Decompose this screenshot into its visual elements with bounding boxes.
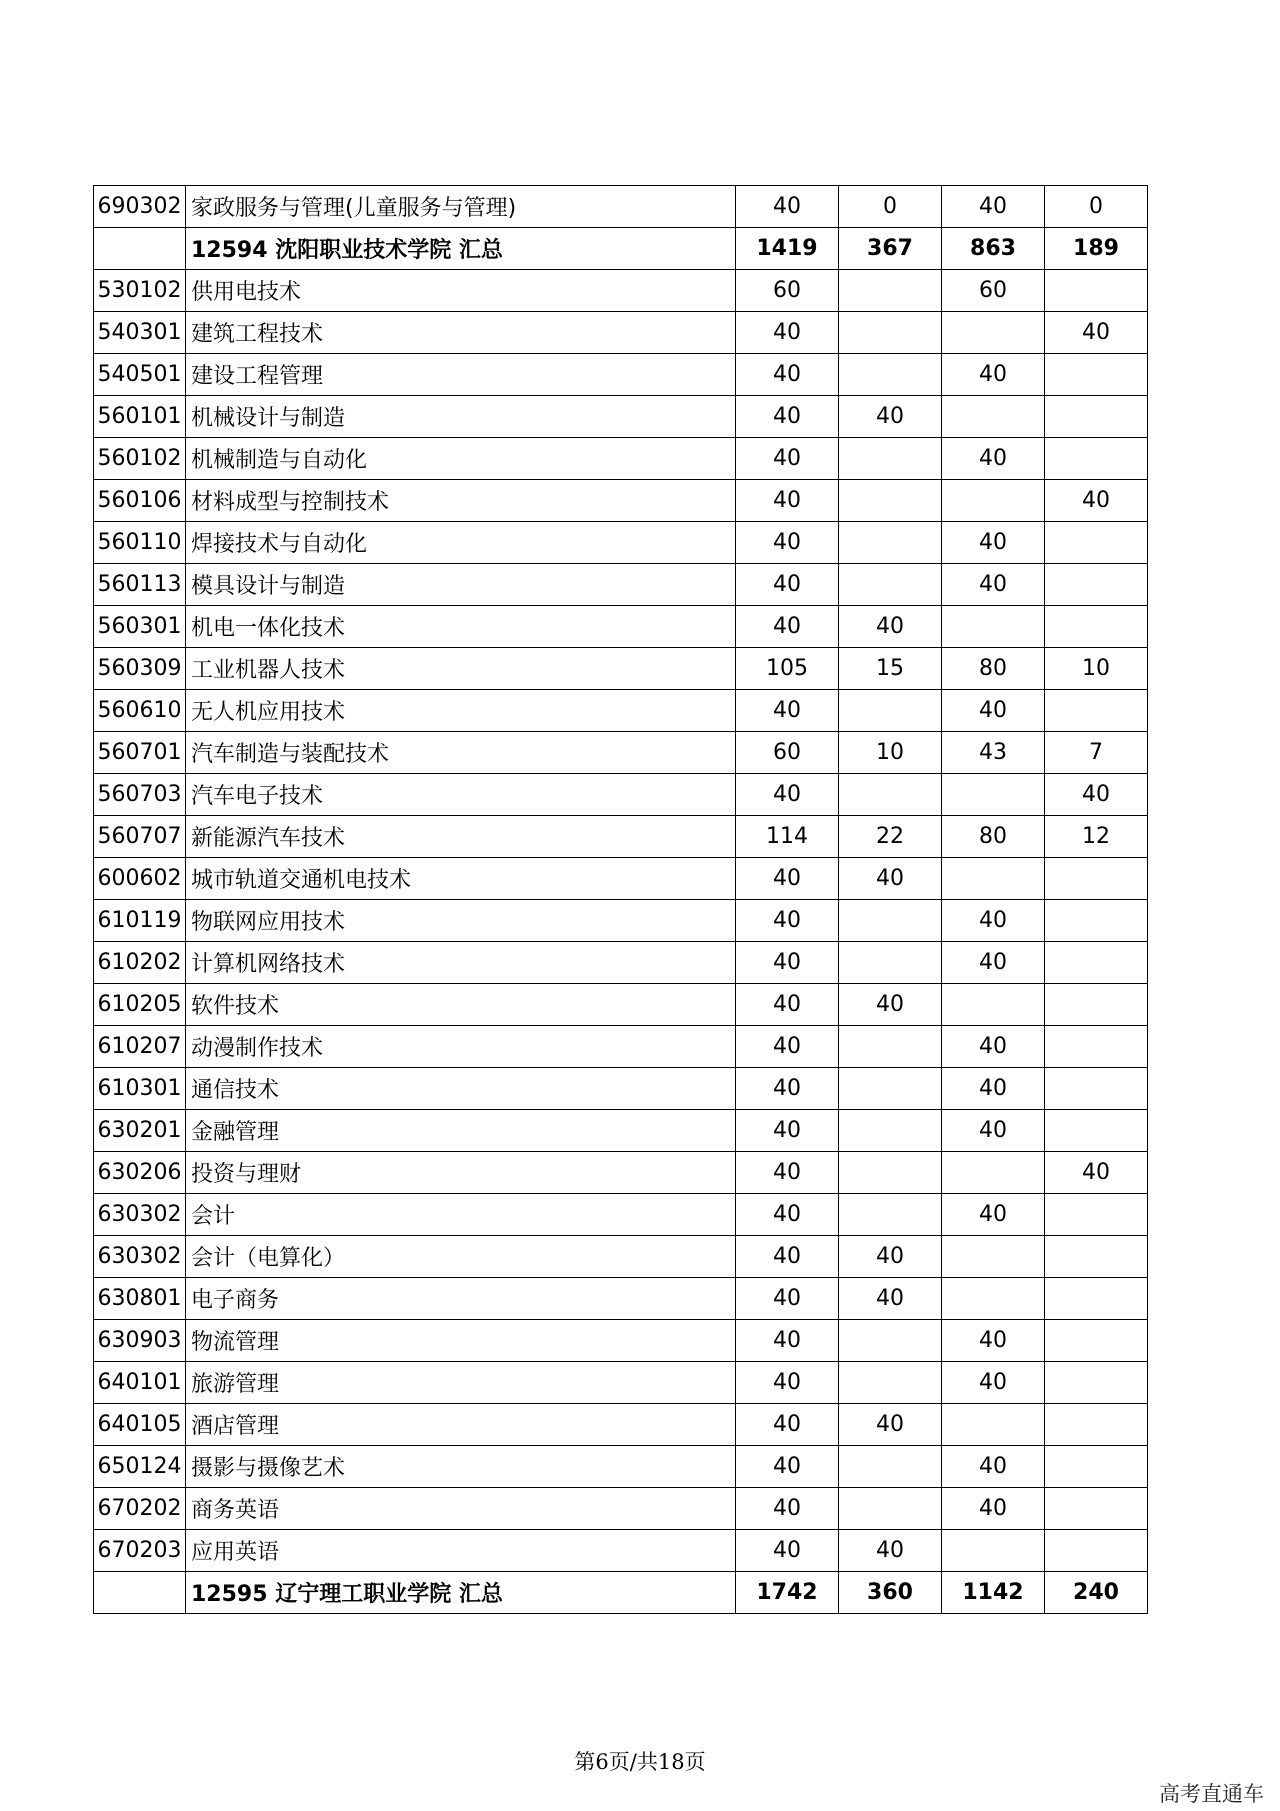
- plan-col4-cell: 40: [1045, 480, 1148, 522]
- major-name-cell: 汽车电子技术: [186, 774, 736, 816]
- major-name-cell: 会计: [186, 1194, 736, 1236]
- plan-total-cell: 40: [736, 312, 839, 354]
- plan-col3-cell: 40: [942, 186, 1045, 228]
- major-code-cell: 670202: [94, 1488, 186, 1530]
- major-name-cell: 新能源汽车技术: [186, 816, 736, 858]
- plan-col3-cell: [942, 606, 1045, 648]
- plan-total-cell: 1419: [736, 228, 839, 270]
- table-row: [94, 1446, 1148, 1488]
- major-code-cell: 630801: [94, 1278, 186, 1320]
- plan-col2-cell: [839, 564, 942, 606]
- plan-total-cell: 40: [736, 1320, 839, 1362]
- table-row: [94, 816, 1148, 858]
- plan-total-cell: 40: [736, 1404, 839, 1446]
- plan-col2-cell: 40: [839, 1236, 942, 1278]
- plan-col4-cell: [1045, 1446, 1148, 1488]
- plan-col3-cell: 40: [942, 1194, 1045, 1236]
- table-row: [94, 942, 1148, 984]
- plan-col4-cell: 0: [1045, 186, 1148, 228]
- plan-col4-cell: [1045, 270, 1148, 312]
- plan-col4-cell: [1045, 396, 1148, 438]
- plan-total-cell: 40: [736, 1110, 839, 1152]
- plan-col2-cell: [839, 522, 942, 564]
- plan-col2-cell: [839, 1152, 942, 1194]
- plan-col2-cell: 0: [839, 186, 942, 228]
- major-name-cell: 12594 沈阳职业技术学院 汇总: [186, 228, 736, 270]
- major-name-cell: 家政服务与管理(儿童服务与管理): [186, 186, 736, 228]
- plan-col3-cell: 863: [942, 228, 1045, 270]
- plan-total-cell: 60: [736, 270, 839, 312]
- plan-col4-cell: [1045, 1320, 1148, 1362]
- plan-col2-cell: [839, 1110, 942, 1152]
- plan-col4-cell: [1045, 522, 1148, 564]
- plan-col4-cell: [1045, 1362, 1148, 1404]
- plan-col3-cell: [942, 774, 1045, 816]
- plan-col3-cell: 40: [942, 942, 1045, 984]
- plan-total-cell: 40: [736, 1488, 839, 1530]
- summary-row: [94, 1572, 1148, 1614]
- major-code-cell: [94, 1572, 186, 1614]
- major-code-cell: 630302: [94, 1236, 186, 1278]
- plan-col4-cell: [1045, 1404, 1148, 1446]
- table-row: [94, 270, 1148, 312]
- plan-col3-cell: [942, 984, 1045, 1026]
- plan-col2-cell: [839, 942, 942, 984]
- major-name-cell: 投资与理财: [186, 1152, 736, 1194]
- major-name-cell: 建设工程管理: [186, 354, 736, 396]
- plan-col4-cell: [1045, 1278, 1148, 1320]
- major-code-cell: 560106: [94, 480, 186, 522]
- plan-col4-cell: [1045, 1068, 1148, 1110]
- plan-total-cell: 40: [736, 522, 839, 564]
- plan-col4-cell: [1045, 1194, 1148, 1236]
- table-row: [94, 1110, 1148, 1152]
- plan-col2-cell: 40: [839, 984, 942, 1026]
- plan-total-cell: 114: [736, 816, 839, 858]
- table-row: [94, 1236, 1148, 1278]
- plan-col4-cell: [1045, 1236, 1148, 1278]
- major-name-cell: 摄影与摄像艺术: [186, 1446, 736, 1488]
- major-code-cell: 640101: [94, 1362, 186, 1404]
- plan-col2-cell: 40: [839, 858, 942, 900]
- major-code-cell: 560309: [94, 648, 186, 690]
- table-row: [94, 606, 1148, 648]
- plan-col2-cell: 40: [839, 1404, 942, 1446]
- major-name-cell: 城市轨道交通机电技术: [186, 858, 736, 900]
- major-code-cell: 560113: [94, 564, 186, 606]
- table-row: [94, 1404, 1148, 1446]
- table-row: [94, 648, 1148, 690]
- major-name-cell: 会计（电算化）: [186, 1236, 736, 1278]
- plan-col4-cell: [1045, 1530, 1148, 1572]
- table-row: [94, 858, 1148, 900]
- major-code-cell: 640105: [94, 1404, 186, 1446]
- plan-col4-cell: [1045, 942, 1148, 984]
- table-row: [94, 1152, 1148, 1194]
- plan-col2-cell: 40: [839, 396, 942, 438]
- plan-col2-cell: 10: [839, 732, 942, 774]
- plan-col2-cell: [839, 354, 942, 396]
- plan-col2-cell: 15: [839, 648, 942, 690]
- major-name-cell: 电子商务: [186, 1278, 736, 1320]
- summary-row: [94, 228, 1148, 270]
- plan-col2-cell: 40: [839, 1278, 942, 1320]
- plan-col2-cell: [839, 774, 942, 816]
- major-code-cell: 560703: [94, 774, 186, 816]
- plan-col2-cell: 40: [839, 606, 942, 648]
- plan-col2-cell: [839, 900, 942, 942]
- plan-col4-cell: [1045, 1026, 1148, 1068]
- major-name-cell: 无人机应用技术: [186, 690, 736, 732]
- major-code-cell: 560707: [94, 816, 186, 858]
- plan-col3-cell: 40: [942, 1068, 1045, 1110]
- plan-col3-cell: 40: [942, 1488, 1045, 1530]
- major-name-cell: 材料成型与控制技术: [186, 480, 736, 522]
- major-name-cell: 金融管理: [186, 1110, 736, 1152]
- table-row: [94, 480, 1148, 522]
- plan-col3-cell: 80: [942, 816, 1045, 858]
- major-code-cell: 690302: [94, 186, 186, 228]
- plan-col3-cell: 80: [942, 648, 1045, 690]
- table-row: [94, 186, 1148, 228]
- plan-col3-cell: [942, 312, 1045, 354]
- table-row: [94, 522, 1148, 564]
- plan-col2-cell: [839, 1320, 942, 1362]
- major-name-cell: 机电一体化技术: [186, 606, 736, 648]
- major-name-cell: 旅游管理: [186, 1362, 736, 1404]
- plan-col4-cell: 10: [1045, 648, 1148, 690]
- plan-col2-cell: [839, 312, 942, 354]
- plan-total-cell: 40: [736, 1026, 839, 1068]
- plan-col2-cell: [839, 1362, 942, 1404]
- plan-col3-cell: [942, 396, 1045, 438]
- plan-total-cell: 40: [736, 480, 839, 522]
- table-row: [94, 1320, 1148, 1362]
- major-name-cell: 通信技术: [186, 1068, 736, 1110]
- major-name-cell: 动漫制作技术: [186, 1026, 736, 1068]
- major-code-cell: 540501: [94, 354, 186, 396]
- major-name-cell: 供用电技术: [186, 270, 736, 312]
- plan-col4-cell: 40: [1045, 1152, 1148, 1194]
- plan-col3-cell: 40: [942, 354, 1045, 396]
- plan-total-cell: 40: [736, 774, 839, 816]
- plan-total-cell: 40: [736, 1278, 839, 1320]
- plan-col2-cell: [839, 480, 942, 522]
- plan-total-cell: 1742: [736, 1572, 839, 1614]
- plan-col4-cell: [1045, 606, 1148, 648]
- major-code-cell: 600602: [94, 858, 186, 900]
- page-number: 第6页/共18页: [574, 1750, 706, 1774]
- plan-col4-cell: 7: [1045, 732, 1148, 774]
- major-code-cell: 610301: [94, 1068, 186, 1110]
- major-code-cell: 540301: [94, 312, 186, 354]
- plan-col4-cell: [1045, 564, 1148, 606]
- plan-col4-cell: [1045, 690, 1148, 732]
- plan-col2-cell: [839, 1068, 942, 1110]
- major-code-cell: 560101: [94, 396, 186, 438]
- enrollment-plan-table: [93, 185, 1148, 1614]
- plan-col3-cell: 40: [942, 690, 1045, 732]
- table-row: [94, 396, 1148, 438]
- plan-col2-cell: 367: [839, 228, 942, 270]
- plan-total-cell: 40: [736, 186, 839, 228]
- major-name-cell: 焊接技术与自动化: [186, 522, 736, 564]
- plan-total-cell: 40: [736, 1236, 839, 1278]
- plan-total-cell: 40: [736, 1068, 839, 1110]
- plan-col4-cell: 40: [1045, 774, 1148, 816]
- plan-total-cell: 40: [736, 690, 839, 732]
- plan-col4-cell: [1045, 858, 1148, 900]
- plan-total-cell: 40: [736, 984, 839, 1026]
- table-row: [94, 1530, 1148, 1572]
- table-row: [94, 1068, 1148, 1110]
- table-row: [94, 1362, 1148, 1404]
- major-name-cell: 软件技术: [186, 984, 736, 1026]
- watermark-text: 高考直通车: [1159, 1782, 1264, 1806]
- major-code-cell: [94, 228, 186, 270]
- plan-col3-cell: [942, 1278, 1045, 1320]
- major-code-cell: 560110: [94, 522, 186, 564]
- major-code-cell: 560701: [94, 732, 186, 774]
- table-row: [94, 438, 1148, 480]
- plan-total-cell: 40: [736, 1152, 839, 1194]
- plan-total-cell: 60: [736, 732, 839, 774]
- plan-col4-cell: [1045, 438, 1148, 480]
- plan-col3-cell: 40: [942, 564, 1045, 606]
- plan-col3-cell: 40: [942, 1026, 1045, 1068]
- major-name-cell: 应用英语: [186, 1530, 736, 1572]
- major-code-cell: 650124: [94, 1446, 186, 1488]
- plan-total-cell: 40: [736, 1194, 839, 1236]
- plan-total-cell: 40: [736, 1530, 839, 1572]
- plan-col2-cell: [839, 270, 942, 312]
- plan-col4-cell: [1045, 1110, 1148, 1152]
- plan-col3-cell: [942, 480, 1045, 522]
- major-name-cell: 酒店管理: [186, 1404, 736, 1446]
- plan-col4-cell: 189: [1045, 228, 1148, 270]
- major-code-cell: 560301: [94, 606, 186, 648]
- major-name-cell: 商务英语: [186, 1488, 736, 1530]
- major-code-cell: 670203: [94, 1530, 186, 1572]
- plan-col3-cell: [942, 1404, 1045, 1446]
- plan-col4-cell: [1045, 984, 1148, 1026]
- plan-total-cell: 40: [736, 564, 839, 606]
- plan-col3-cell: 43: [942, 732, 1045, 774]
- plan-col3-cell: 40: [942, 1320, 1045, 1362]
- plan-col2-cell: [839, 1026, 942, 1068]
- major-name-cell: 工业机器人技术: [186, 648, 736, 690]
- table-row: [94, 690, 1148, 732]
- plan-total-cell: 40: [736, 858, 839, 900]
- major-code-cell: 560102: [94, 438, 186, 480]
- table-row: [94, 564, 1148, 606]
- major-code-cell: 610207: [94, 1026, 186, 1068]
- major-name-cell: 机械制造与自动化: [186, 438, 736, 480]
- plan-col4-cell: 40: [1045, 312, 1148, 354]
- table-row: [94, 774, 1148, 816]
- major-code-cell: 530102: [94, 270, 186, 312]
- major-name-cell: 机械设计与制造: [186, 396, 736, 438]
- table-row: [94, 1194, 1148, 1236]
- plan-col3-cell: 60: [942, 270, 1045, 312]
- major-code-cell: 610205: [94, 984, 186, 1026]
- plan-col4-cell: [1045, 354, 1148, 396]
- plan-col3-cell: 40: [942, 1446, 1045, 1488]
- plan-col2-cell: [839, 1488, 942, 1530]
- plan-col3-cell: 40: [942, 1110, 1045, 1152]
- table-row: [94, 312, 1148, 354]
- plan-col4-cell: 240: [1045, 1572, 1148, 1614]
- major-code-cell: 630201: [94, 1110, 186, 1152]
- plan-total-cell: 40: [736, 942, 839, 984]
- plan-col4-cell: 12: [1045, 816, 1148, 858]
- plan-col2-cell: 360: [839, 1572, 942, 1614]
- table-row: [94, 900, 1148, 942]
- plan-total-cell: 40: [736, 900, 839, 942]
- plan-col3-cell: [942, 858, 1045, 900]
- major-code-cell: 630302: [94, 1194, 186, 1236]
- major-code-cell: 630903: [94, 1320, 186, 1362]
- plan-total-cell: 105: [736, 648, 839, 690]
- plan-total-cell: 40: [736, 396, 839, 438]
- table-row: [94, 732, 1148, 774]
- major-name-cell: 建筑工程技术: [186, 312, 736, 354]
- plan-total-cell: 40: [736, 606, 839, 648]
- plan-total-cell: 40: [736, 1362, 839, 1404]
- major-name-cell: 物联网应用技术: [186, 900, 736, 942]
- plan-col4-cell: [1045, 1488, 1148, 1530]
- plan-col3-cell: 40: [942, 1362, 1045, 1404]
- plan-col2-cell: [839, 438, 942, 480]
- plan-total-cell: 40: [736, 1446, 839, 1488]
- major-code-cell: 560610: [94, 690, 186, 732]
- plan-col3-cell: 40: [942, 900, 1045, 942]
- major-name-cell: 物流管理: [186, 1320, 736, 1362]
- plan-col2-cell: [839, 690, 942, 732]
- plan-col2-cell: [839, 1446, 942, 1488]
- major-code-cell: 630206: [94, 1152, 186, 1194]
- table-body: [94, 186, 1148, 1614]
- plan-col4-cell: [1045, 900, 1148, 942]
- major-code-cell: 610202: [94, 942, 186, 984]
- major-name-cell: 计算机网络技术: [186, 942, 736, 984]
- plan-col3-cell: [942, 1236, 1045, 1278]
- major-name-cell: 12595 辽宁理工职业学院 汇总: [186, 1572, 736, 1614]
- table-row: [94, 984, 1148, 1026]
- major-code-cell: 610119: [94, 900, 186, 942]
- table-row: [94, 1488, 1148, 1530]
- plan-total-cell: 40: [736, 354, 839, 396]
- table-row: [94, 1278, 1148, 1320]
- plan-col3-cell: 1142: [942, 1572, 1045, 1614]
- table-row: [94, 1026, 1148, 1068]
- major-name-cell: 模具设计与制造: [186, 564, 736, 606]
- plan-col2-cell: [839, 1194, 942, 1236]
- plan-col2-cell: 40: [839, 1530, 942, 1572]
- major-name-cell: 汽车制造与装配技术: [186, 732, 736, 774]
- plan-col2-cell: 22: [839, 816, 942, 858]
- plan-col3-cell: [942, 1152, 1045, 1194]
- table-row: [94, 354, 1148, 396]
- plan-col3-cell: [942, 1530, 1045, 1572]
- plan-col3-cell: 40: [942, 438, 1045, 480]
- plan-total-cell: 40: [736, 438, 839, 480]
- plan-col3-cell: 40: [942, 522, 1045, 564]
